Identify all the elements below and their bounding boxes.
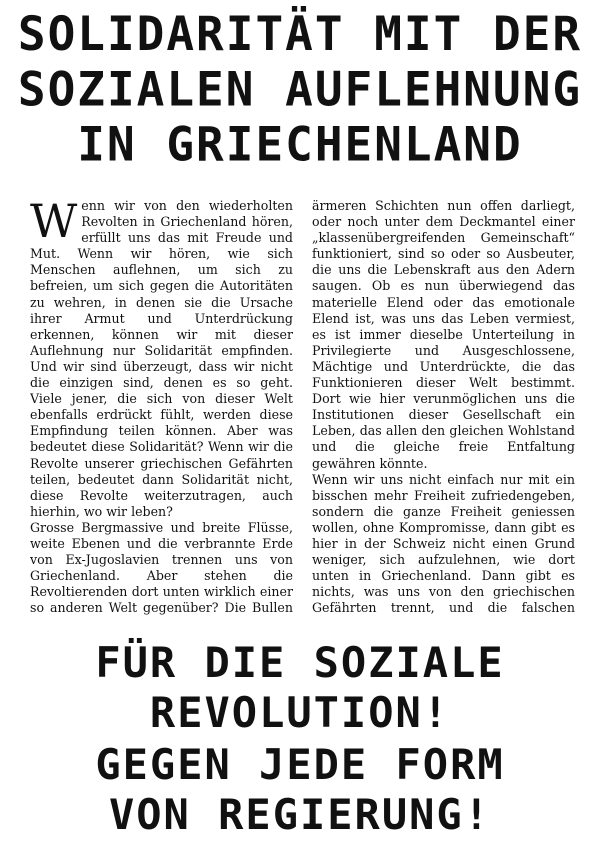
slogan-line: REVOLUTION! [149,688,451,737]
slogan-line: VON REGIERUNG! [108,790,491,839]
slogan-government [0,740,600,840]
article-body [30,198,575,616]
title-line-2: SOZIALEN AUFLEHNUNG [17,61,583,117]
title-line-3: IN GRIECHENLAND [77,116,523,172]
drop-cap: W [30,198,78,248]
paragraph-text: enn wir von den wiederholten Revolten in Griechenland hören, erfüllt uns das mit Freude und Mut. Wenn wir hören, wie sich Menschen auflehnen, um sich zu befreien, um sich gegen die Autoritäten zu wehren, in denen sie die Ursache ihrer Armut und Unterdrückung erkennen, können wir mit dieser Auflehnung nur Solidarität empfinden. Und wir sind überzeugt, dass wir nicht die einzigen sind, denen es so geht. Viele jener, die sich von dieser Welt ebenfalls erdrückt fühlt, werden diese Empfindung teilen können. Aber was bedeutet diese Solidarität? Wenn wir die Revolte unserer griechischen Gefährten teilen, bedeutet dann Solidarität nicht, diese Revolte weiterzutragen, auch hierhin, wo wir leben? [30,198,293,519]
paragraph: Grosse Bergmassive und breite Flüsse, weite Ebenen und die verbrannte Erde von Ex-Jugoslavien trennen uns von Griechenland. Aber stehen die Revoltierenden dort unten wirklich einer so anderen Welt gegenüber? Die Bullen [30,519,293,616]
column-left [30,198,293,616]
page-title [0,6,600,171]
paragraph [30,198,293,520]
paragraph: ärmeren Schichten nun offen darliegt, oder noch unter dem Deckmantel einer „klassenübergreifenden Gemeinschaft“ funktioniert, sind so oder so Ausbeuter, die uns die Lebenskraft aus den Adern saugen. Ob es nun überwiegend das materielle Elend oder das emotionale Elend ist, was uns das Leben vermiest, es ist immer dieselbe Unterteilung in Privilegierte und Ausgeschlossene, Mächtige und Unterdrückte, die das Funktionieren dieser Welt bestimmt. Dort wie hier verunmöglichen uns die Institutionen dieser Gesellschaft ein Leben, das allen den gleichen Wohlstand und die gleiche freie Entfaltung gewähren könnte. [312,198,575,471]
slogan-line: FÜR DIE SOZIALE [95,638,505,687]
title-line-1: SOLIDARITÄT MIT DER [17,6,583,62]
slogan-line: GEGEN JEDE FORM [95,740,505,789]
column-right [312,198,575,616]
slogan-revolution [0,638,600,738]
paragraph: Wenn wir uns nicht einfach nur mit ein bisschen mehr Freiheit zufriedengeben, sondern die ganze Freiheit geniessen wollen, ohne Kompromisse, dann gibt es hier in der Schweiz nicht einen Grund weniger, sich aufzulehnen, wie dort unten in Griechenland. Dann gibt es nichts, was uns von den griechischen Gefährten trennt, und die falschen [312,471,575,616]
